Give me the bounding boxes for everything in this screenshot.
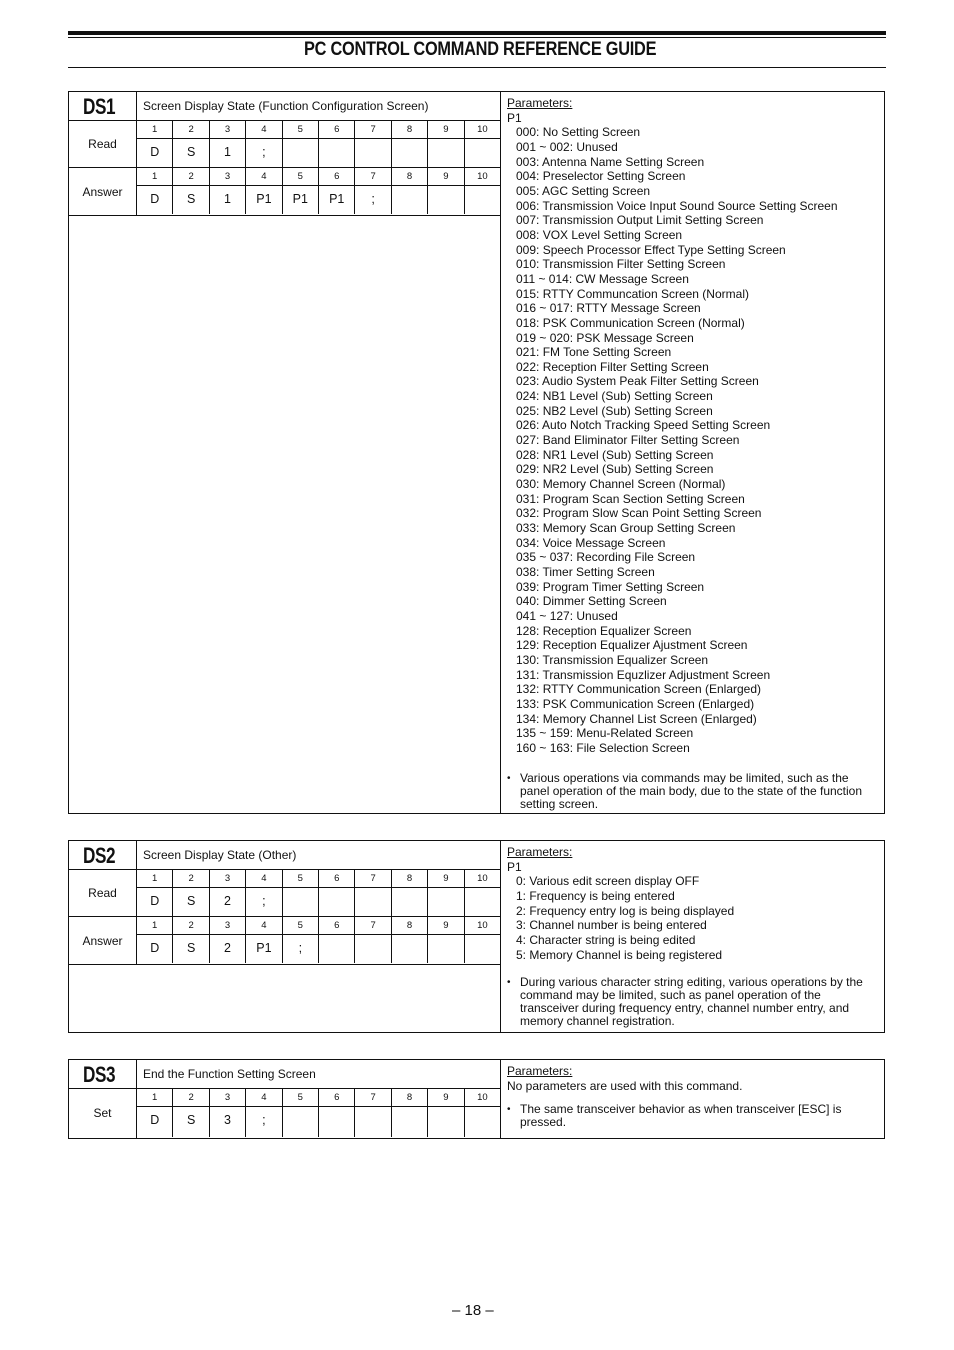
parameter-item: 011 ~ 014: CW Message Screen xyxy=(516,271,689,286)
parameter-item: 134: Memory Channel List Screen (Enlarged) xyxy=(516,711,757,726)
no-parameters-text: No parameters are used with this command. xyxy=(507,1078,743,1093)
format-char-cell xyxy=(355,935,391,963)
parameter-item: 039: Program Timer Setting Screen xyxy=(516,579,705,594)
row-label-text: Answer xyxy=(82,185,123,199)
column-number: 8 xyxy=(392,121,428,138)
format-char-row xyxy=(137,888,500,916)
format-grid-set xyxy=(137,1089,500,1138)
format-char-cell xyxy=(465,139,500,167)
parameter-item: 022: Reception Filter Setting Screen xyxy=(516,359,709,374)
parameter-item: 029: NR2 Level (Sub) Setting Screen xyxy=(516,462,714,477)
command-block-ds2 xyxy=(68,840,885,1033)
format-char-cell xyxy=(465,1107,500,1137)
column-number: 1 xyxy=(137,870,173,887)
format-char-row xyxy=(137,186,500,214)
command-description: Screen Display State (Function Configuration Screen) xyxy=(137,92,500,121)
parameter-item: 023: Audio System Peak Filter Setting Screen xyxy=(516,374,759,389)
parameter-item: 009: Speech Processor Effect Type Setting Screen xyxy=(516,242,786,257)
format-char-cell: 3 xyxy=(210,1107,246,1137)
format-char-cell: P1 xyxy=(246,186,282,214)
parameter-item: 129: Reception Equalizer Ajustment Screen xyxy=(516,638,748,653)
parameter-item: 3: Channel number is being entered xyxy=(516,918,707,933)
parameters-heading: Parameters: xyxy=(507,1064,573,1078)
format-char-cell xyxy=(428,186,464,214)
format-char-cell: D xyxy=(137,888,173,916)
column-number: 2 xyxy=(173,870,209,887)
format-char-cell: P1 xyxy=(246,935,282,963)
column-number: 8 xyxy=(392,168,428,185)
format-char-cell xyxy=(392,139,428,167)
column-number: 7 xyxy=(355,870,391,887)
column-number: 1 xyxy=(137,1089,173,1106)
format-char-cell: S xyxy=(173,186,209,214)
column-number: 6 xyxy=(319,121,355,138)
parameter-item: 007: Transmission Output Limit Setting Screen xyxy=(516,213,764,228)
column-number: 8 xyxy=(392,1089,428,1106)
row-label-answer xyxy=(69,917,137,965)
column-number-row xyxy=(137,168,500,186)
column-number-row xyxy=(137,917,500,935)
parameter-item: 018: PSK Communication Screen (Normal) xyxy=(516,315,745,330)
parameter-list xyxy=(507,874,878,962)
format-char-cell: D xyxy=(137,935,173,963)
column-number-row xyxy=(137,121,500,139)
header-underline xyxy=(68,67,886,68)
parameter-item: 005: AGC Setting Screen xyxy=(516,183,651,198)
page-title: PC CONTROL COMMAND REFERENCE GUIDE xyxy=(304,39,657,60)
format-char-cell: 2 xyxy=(210,888,246,916)
parameter-name: P1 xyxy=(507,110,522,125)
header-rule-thin xyxy=(68,37,886,38)
parameters-heading: Parameters: xyxy=(507,845,573,859)
format-char-cell xyxy=(428,139,464,167)
column-number: 5 xyxy=(283,917,319,934)
command-code-cell xyxy=(69,1060,137,1089)
parameter-item: 4: Character string is being edited xyxy=(516,932,696,947)
column-number: 1 xyxy=(137,121,173,138)
parameter-item: 019 ~ 020: PSK Message Screen xyxy=(516,330,694,345)
format-char-cell: D xyxy=(137,1107,173,1137)
row-label-text: Answer xyxy=(82,934,123,948)
column-number: 4 xyxy=(246,1089,282,1106)
column-number: 9 xyxy=(428,870,464,887)
column-number: 1 xyxy=(137,168,173,185)
column-number: 4 xyxy=(246,121,282,138)
command-code-cell xyxy=(69,841,137,870)
parameter-item: 003: Antenna Name Setting Screen xyxy=(516,154,705,169)
column-number: 1 xyxy=(137,917,173,934)
parameters-pane xyxy=(501,841,884,1032)
parameter-item: 133: PSK Communication Screen (Enlarged) xyxy=(516,696,755,711)
column-number: 9 xyxy=(428,917,464,934)
parameter-item: 001 ~ 002: Unused xyxy=(516,139,618,154)
parameter-item: 026: Auto Notch Tracking Speed Setting Screen xyxy=(516,418,771,433)
column-number: 3 xyxy=(210,1089,246,1106)
parameter-item: 004: Preselector Setting Screen xyxy=(516,169,686,184)
column-number: 4 xyxy=(246,870,282,887)
parameter-item: 031: Program Scan Section Setting Screen xyxy=(516,491,745,506)
parameter-item: 160 ~ 163: File Selection Screen xyxy=(516,740,690,755)
parameter-item: 010: Transmission Filter Setting Screen xyxy=(516,257,726,272)
column-number: 6 xyxy=(319,168,355,185)
format-char-cell: P1 xyxy=(319,186,355,214)
column-number: 3 xyxy=(210,917,246,934)
command-format-pane xyxy=(69,1060,501,1138)
format-char-cell xyxy=(428,935,464,963)
command-description: Screen Display State (Other) xyxy=(137,841,500,870)
parameter-item: 132: RTTY Communication Screen (Enlarged) xyxy=(516,682,762,697)
column-number: 5 xyxy=(283,168,319,185)
format-char-row xyxy=(137,139,500,167)
column-number: 4 xyxy=(246,917,282,934)
format-char-cell: 1 xyxy=(210,186,246,214)
format-char-cell xyxy=(392,888,428,916)
parameter-item: 015: RTTY Communcation Screen (Normal) xyxy=(516,286,749,301)
parameter-item: 027: Band Eliminator Filter Setting Screen xyxy=(516,433,740,448)
column-number-row xyxy=(137,1089,500,1107)
format-char-cell xyxy=(465,935,500,963)
column-number: 6 xyxy=(319,1089,355,1106)
row-label-set xyxy=(69,1089,137,1138)
format-char-cell: 1 xyxy=(210,139,246,167)
parameter-item: 131: Transmission Equzlizer Adjustment Screen xyxy=(516,667,771,682)
column-number: 5 xyxy=(283,870,319,887)
format-char-cell xyxy=(319,139,355,167)
parameter-item: 1: Frequency is being entered xyxy=(516,888,675,903)
format-char-cell xyxy=(392,1107,428,1137)
parameter-item: 038: Timer Setting Screen xyxy=(516,565,655,579)
row-label-text: Set xyxy=(93,1106,112,1120)
note-bullet: • Various operations via commands may be limited, such as the panel operation of the main body, due to the state of the function setting screen. xyxy=(507,772,878,811)
command-code: DS1 xyxy=(83,94,116,119)
column-number: 10 xyxy=(477,1092,488,1103)
parameter-item: 034: Voice Message Screen xyxy=(516,535,666,550)
format-char-cell xyxy=(283,1107,319,1137)
command-format-pane xyxy=(69,841,501,1032)
parameter-item: 041 ~ 127: Unused xyxy=(516,608,618,623)
format-char-cell: S xyxy=(173,139,209,167)
command-block-ds3 xyxy=(68,1059,885,1139)
column-number: 4 xyxy=(246,168,282,185)
command-block-ds1 xyxy=(68,91,885,814)
parameter-item: 028: NR1 Level (Sub) Setting Screen xyxy=(516,447,714,462)
column-number: 2 xyxy=(173,168,209,185)
page-number: – 18 – xyxy=(452,1302,494,1319)
command-code: DS3 xyxy=(83,1062,116,1087)
format-char-row xyxy=(137,935,500,963)
parameter-list xyxy=(507,125,878,755)
column-number: 7 xyxy=(355,121,391,138)
command-description: End the Function Setting Screen xyxy=(137,1060,500,1089)
note-bullet: • During various character string editing, various operations by the command may be limited, such as panel operation of the transceiver during frequency entry, channel number entry, and memory channel registration. xyxy=(507,976,878,1028)
format-char-cell xyxy=(428,888,464,916)
parameter-item: 0: Various edit screen display OFF xyxy=(516,874,700,889)
format-char-cell xyxy=(355,888,391,916)
format-char-cell: D xyxy=(137,186,173,214)
parameter-item: 008: VOX Level Setting Screen xyxy=(516,227,683,242)
column-number: 9 xyxy=(428,1089,464,1106)
row-label-text: Read xyxy=(88,137,117,151)
format-grid-read xyxy=(137,870,500,917)
column-number: 8 xyxy=(392,917,428,934)
parameter-item: 000: No Setting Screen xyxy=(516,125,641,140)
format-char-cell xyxy=(319,1107,355,1137)
command-code-cell xyxy=(69,92,137,121)
column-number: 10 xyxy=(477,171,488,182)
column-number: 3 xyxy=(210,168,246,185)
column-number: 6 xyxy=(319,917,355,934)
note-bullet: • The same transceiver behavior as when transceiver [ESC] is pressed. xyxy=(507,1103,878,1129)
column-number: 6 xyxy=(319,870,355,887)
column-number-row xyxy=(137,870,500,888)
parameter-item: 024: NB1 Level (Sub) Setting Screen xyxy=(516,389,713,404)
format-char-cell xyxy=(355,139,391,167)
column-number: 5 xyxy=(283,1089,319,1106)
parameter-item: 2: Frequency entry log is being displayed xyxy=(516,903,735,918)
parameter-item: 035 ~ 037: Recording File Screen xyxy=(516,550,696,565)
format-char-cell xyxy=(465,186,500,214)
column-number: 10 xyxy=(477,124,488,135)
parameter-item: 135 ~ 159: Menu-Related Screen xyxy=(516,726,694,741)
column-number: 10 xyxy=(477,873,488,884)
header-rule-thick xyxy=(68,31,886,35)
format-char-cell: ; xyxy=(355,186,391,214)
format-char-cell xyxy=(392,186,428,214)
column-number: 9 xyxy=(428,121,464,138)
format-char-cell: S xyxy=(173,935,209,963)
command-code: DS2 xyxy=(83,843,116,868)
format-char-row xyxy=(137,1107,500,1137)
format-char-cell: ; xyxy=(246,1107,282,1137)
column-number: 2 xyxy=(173,1089,209,1106)
format-char-cell: ; xyxy=(246,888,282,916)
column-number: 10 xyxy=(477,920,488,931)
parameter-item: 021: FM Tone Setting Screen xyxy=(516,345,672,360)
format-char-cell: ; xyxy=(283,935,319,963)
parameter-item: 016 ~ 017: RTTY Message Screen xyxy=(516,301,701,316)
format-char-cell: P1 xyxy=(283,186,319,214)
format-grid-read xyxy=(137,121,500,168)
row-label-read xyxy=(69,870,137,917)
parameter-item: 025: NB2 Level (Sub) Setting Screen xyxy=(516,403,713,418)
format-char-cell: S xyxy=(173,888,209,916)
parameter-item: 5: Memory Channel is being registered xyxy=(516,947,723,962)
format-char-cell: S xyxy=(173,1107,209,1137)
row-label-text: Read xyxy=(88,886,117,900)
format-char-cell xyxy=(465,888,500,916)
parameter-item: 032: Program Slow Scan Point Setting Screen xyxy=(516,506,762,521)
format-char-cell xyxy=(283,139,319,167)
parameter-item: 006: Transmission Voice Input Sound Source Setting Screen xyxy=(516,198,838,213)
parameter-item: 030: Memory Channel Screen (Normal) xyxy=(516,477,726,492)
column-number: 7 xyxy=(355,1089,391,1106)
parameter-item: 130: Transmission Equalizer Screen xyxy=(516,652,709,667)
column-number: 5 xyxy=(283,121,319,138)
column-number: 2 xyxy=(173,917,209,934)
format-char-cell xyxy=(319,935,355,963)
column-number: 3 xyxy=(210,121,246,138)
format-char-cell xyxy=(392,935,428,963)
column-number: 2 xyxy=(173,121,209,138)
column-number: 8 xyxy=(392,870,428,887)
column-number: 9 xyxy=(428,168,464,185)
format-char-cell xyxy=(319,888,355,916)
format-char-cell xyxy=(283,888,319,916)
format-char-cell: D xyxy=(137,139,173,167)
format-grid-answer xyxy=(137,917,500,965)
format-char-cell: ; xyxy=(246,139,282,167)
column-number: 7 xyxy=(355,168,391,185)
row-label-answer xyxy=(69,168,137,216)
parameter-item: 040: Dimmer Setting Screen xyxy=(516,594,667,609)
format-char-cell xyxy=(428,1107,464,1137)
parameter-item: 128: Reception Equalizer Screen xyxy=(516,623,692,638)
format-grid-answer xyxy=(137,168,500,216)
parameters-heading: Parameters: xyxy=(507,96,573,110)
column-number: 3 xyxy=(210,870,246,887)
parameter-item: 033: Memory Scan Group Setting Screen xyxy=(516,521,736,536)
parameters-pane xyxy=(501,92,884,813)
parameters-pane xyxy=(501,1060,884,1138)
row-label-read xyxy=(69,121,137,168)
format-char-cell: 2 xyxy=(210,935,246,963)
format-char-cell xyxy=(355,1107,391,1137)
command-format-pane xyxy=(69,92,501,813)
parameter-name: P1 xyxy=(507,859,522,874)
column-number: 7 xyxy=(355,917,391,934)
